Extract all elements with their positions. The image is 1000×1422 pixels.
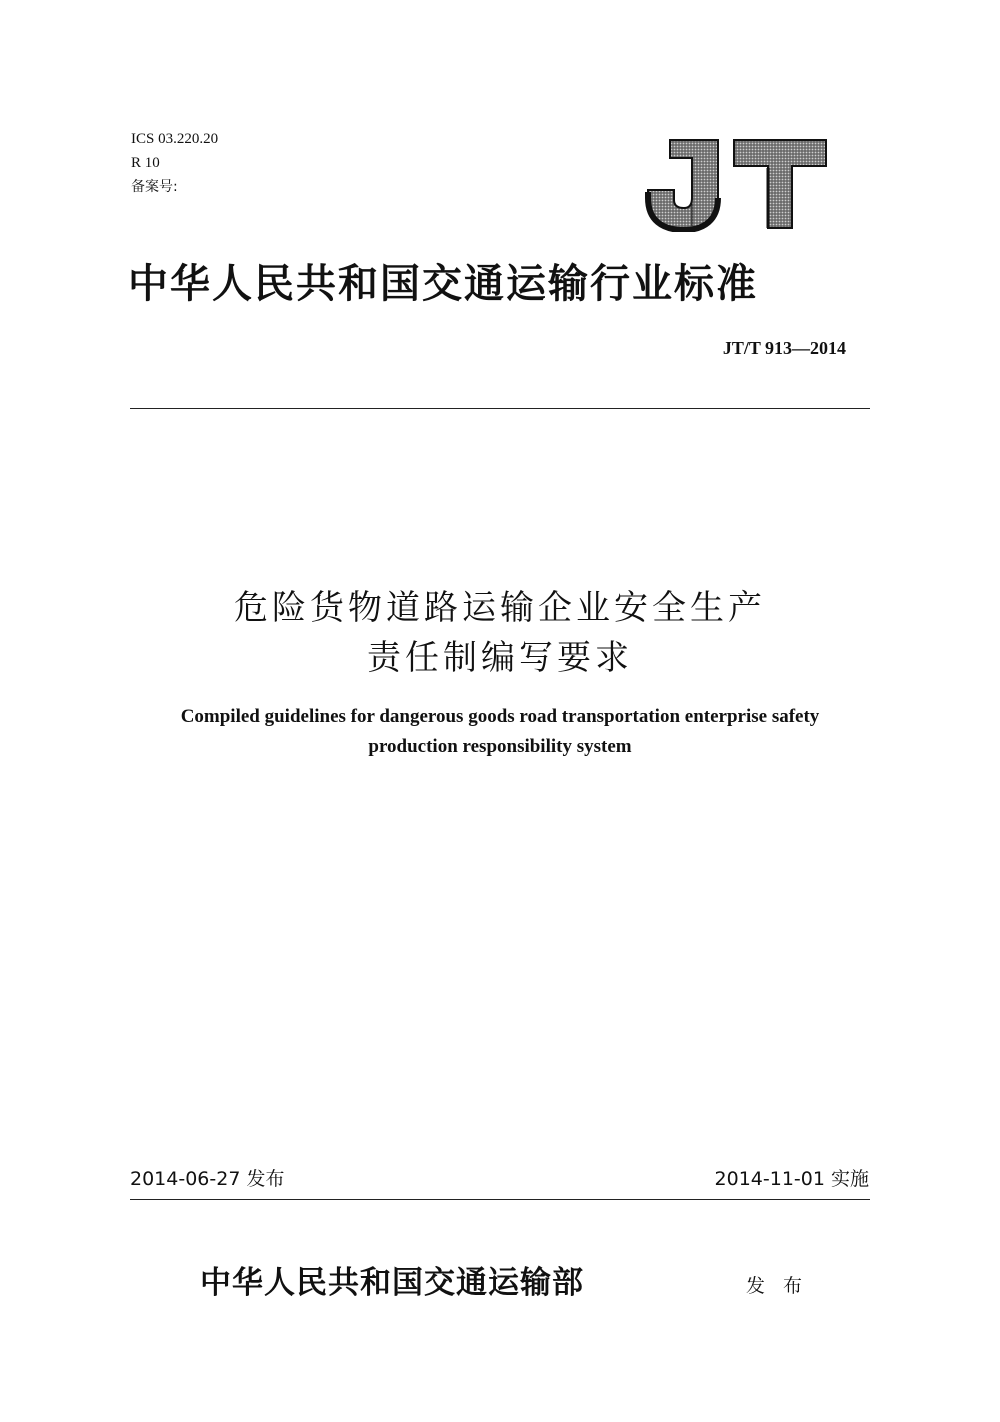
document-title-en-line2: production responsibility system [368,736,632,757]
bottom-divider [130,1199,870,1200]
document-title-en-line1: Compiled guidelines for dangerous goods road transportation enterprise safety [180,706,820,727]
issue-label: 发 布 [746,1275,809,1297]
standard-number: JT/T 913—2014 [722,338,846,358]
publish-date: 2014-06-27 发布 [130,1168,285,1190]
ics-code: ICS 03.220.20 [131,131,219,147]
document-title-cn-line1: 危险货物道路运输企业安全生产 [234,588,766,628]
jt-logo [640,136,830,232]
top-divider [130,408,870,409]
implementation-date: 2014-11-01 实施 [714,1168,869,1190]
document-title-cn-line2: 责任制编写要求 [367,638,633,678]
standard-category-title: 中华人民共和国交通运输行业标准 [128,260,758,307]
record-number-label: 备案号: [131,179,178,195]
issuing-authority: 中华人民共和国交通运输部 [200,1265,584,1301]
classification-code: R 10 [131,155,160,171]
